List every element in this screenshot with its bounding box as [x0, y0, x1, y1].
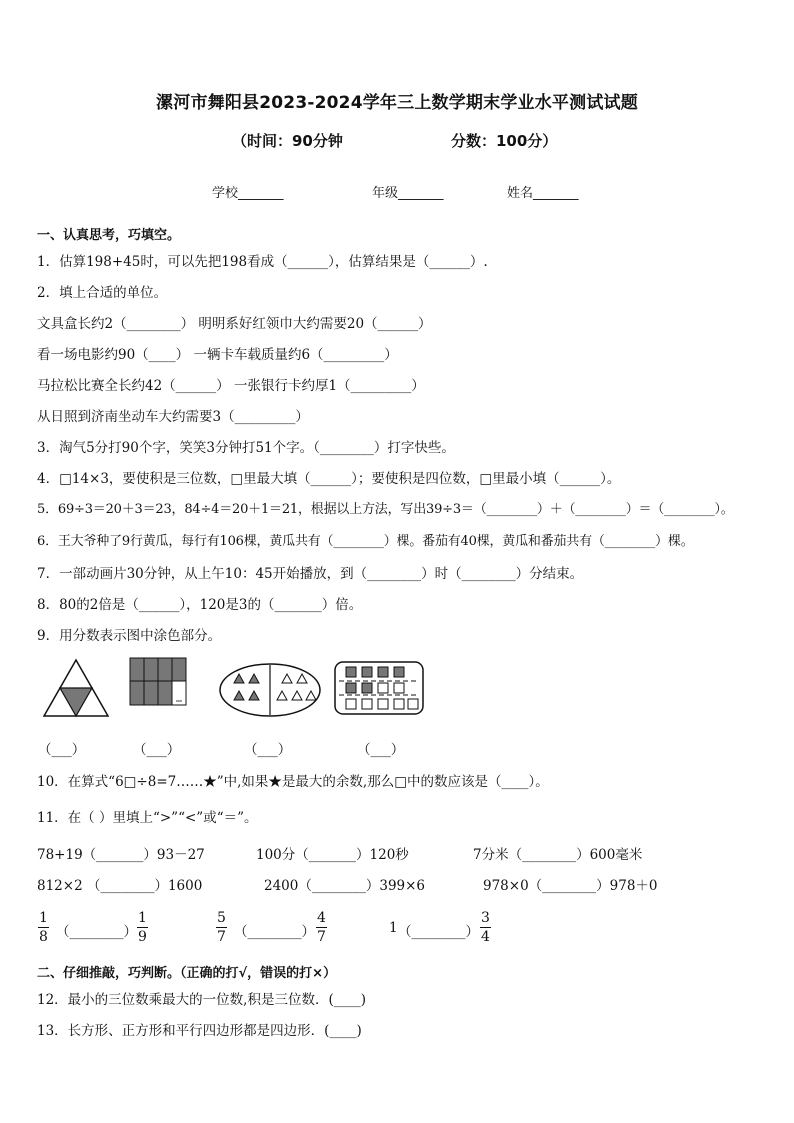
- question-2c: 马拉松比赛全长约42（______） 一张银行卡约厚1（_________）: [37, 378, 425, 394]
- section1-heading: 一、认真思考，巧填空。: [37, 228, 181, 243]
- school-field[interactable]: 学校_______: [212, 186, 284, 201]
- triangle-figure: [42, 658, 112, 720]
- exam-time: （时间：90分钟: [232, 132, 343, 150]
- compare-item: 78+19（_______）93－27: [37, 847, 205, 863]
- question-2a: 文具盒长约2（________） 明明系好红领巾大约需要20（______）: [37, 316, 432, 332]
- question-11: 11．在（ ）里填上“>”“<”或“＝”。: [37, 810, 258, 826]
- question-2b: 看一场电影约90（____） 一辆卡车载质量约6（_________）: [37, 347, 398, 363]
- fraction-5-7: 5 7: [217, 910, 226, 945]
- squares-box-figure: [333, 660, 425, 716]
- compare-item: 7分米（________）600毫米: [473, 847, 643, 863]
- compare-blank[interactable]: （________）: [56, 924, 137, 940]
- question-7: 7．一部动画片30分钟，从上午10：45开始播放，到（________）时（________）分结束。: [37, 566, 584, 582]
- fraction-3-4: 3 4: [481, 910, 490, 945]
- question-6: 6．王大爷种了9行黄瓜，每行有106棵，黄瓜共有（________）棵。番茄有40棵，黄瓜和番茄共有（________）棵。: [37, 534, 694, 549]
- fraction-1-9: 1 9: [138, 910, 147, 945]
- question-1: 1．估算198+45时，可以先把198看成（______），估算结果是（______）.: [37, 254, 488, 270]
- question-12: 12．最小的三位数乘最大的一位数,积是三位数．(____): [37, 992, 367, 1008]
- question-8: 8．80的2倍是（______），120是3的（_______）倍。: [37, 597, 363, 613]
- compare-item: 100分（_______）120秒: [256, 847, 409, 863]
- grid-rectangle-figure: [129, 657, 189, 707]
- page-title: 漯河市舞阳县2023-2024学年三上数学期末学业水平测试试题: [156, 93, 638, 113]
- compare-item: 2400（________）399×6: [264, 878, 426, 894]
- compare-blank[interactable]: （________）: [234, 924, 315, 940]
- fraction-1-8: 1 8: [39, 910, 48, 945]
- whole-number-1: 1: [389, 920, 398, 936]
- fraction-4-7: 4 7: [317, 910, 326, 945]
- question-2d: 从日照到济南坐动车大约需要3（_________）: [37, 409, 309, 425]
- question-5: 5．69÷3＝20＋3＝23，84÷4＝20＋1＝21，根据以上方法，写出39÷3＝（________）＋（________）＝（________）。: [37, 502, 734, 517]
- compare-item: 978×0（________）978＋0: [483, 878, 658, 894]
- answer-blank-1[interactable]: （___）: [38, 742, 86, 758]
- compare-item: 812×2 （________）1600: [37, 878, 203, 894]
- section2-heading: 二、仔细推敲，巧判断。（正确的打√，错误的打×）: [37, 966, 337, 981]
- grade-field[interactable]: 年级_______: [372, 186, 444, 201]
- question-9: 9．用分数表示图中涂色部分。: [37, 628, 222, 644]
- exam-score: 分数：100分）: [451, 132, 558, 150]
- question-3: 3．淘气5分打90个字，笑笑3分钟打51个字。（________）打字快些。: [37, 440, 455, 456]
- question-13: 13．长方形、正方形和平行四边形都是四边形．(____): [37, 1023, 362, 1039]
- ellipse-triangles-figure: [218, 662, 322, 718]
- question-10: 10．在算式“6□÷8=7……★”中,如果★是最大的余数,那么□中的数应该是（____）。: [37, 774, 549, 790]
- compare-blank[interactable]: （________）: [398, 924, 479, 940]
- answer-blank-3[interactable]: （___）: [244, 742, 292, 758]
- answer-blank-2[interactable]: （___）: [133, 742, 181, 758]
- question-2: 2．填上合适的单位。: [37, 285, 168, 301]
- question-4: 4．□14×3，要使积是三位数，□里最大填（______）；要使积是四位数，□里最小填（______）。: [37, 471, 621, 487]
- answer-blank-4[interactable]: （___）: [357, 742, 405, 758]
- name-field[interactable]: 姓名_______: [507, 186, 579, 201]
